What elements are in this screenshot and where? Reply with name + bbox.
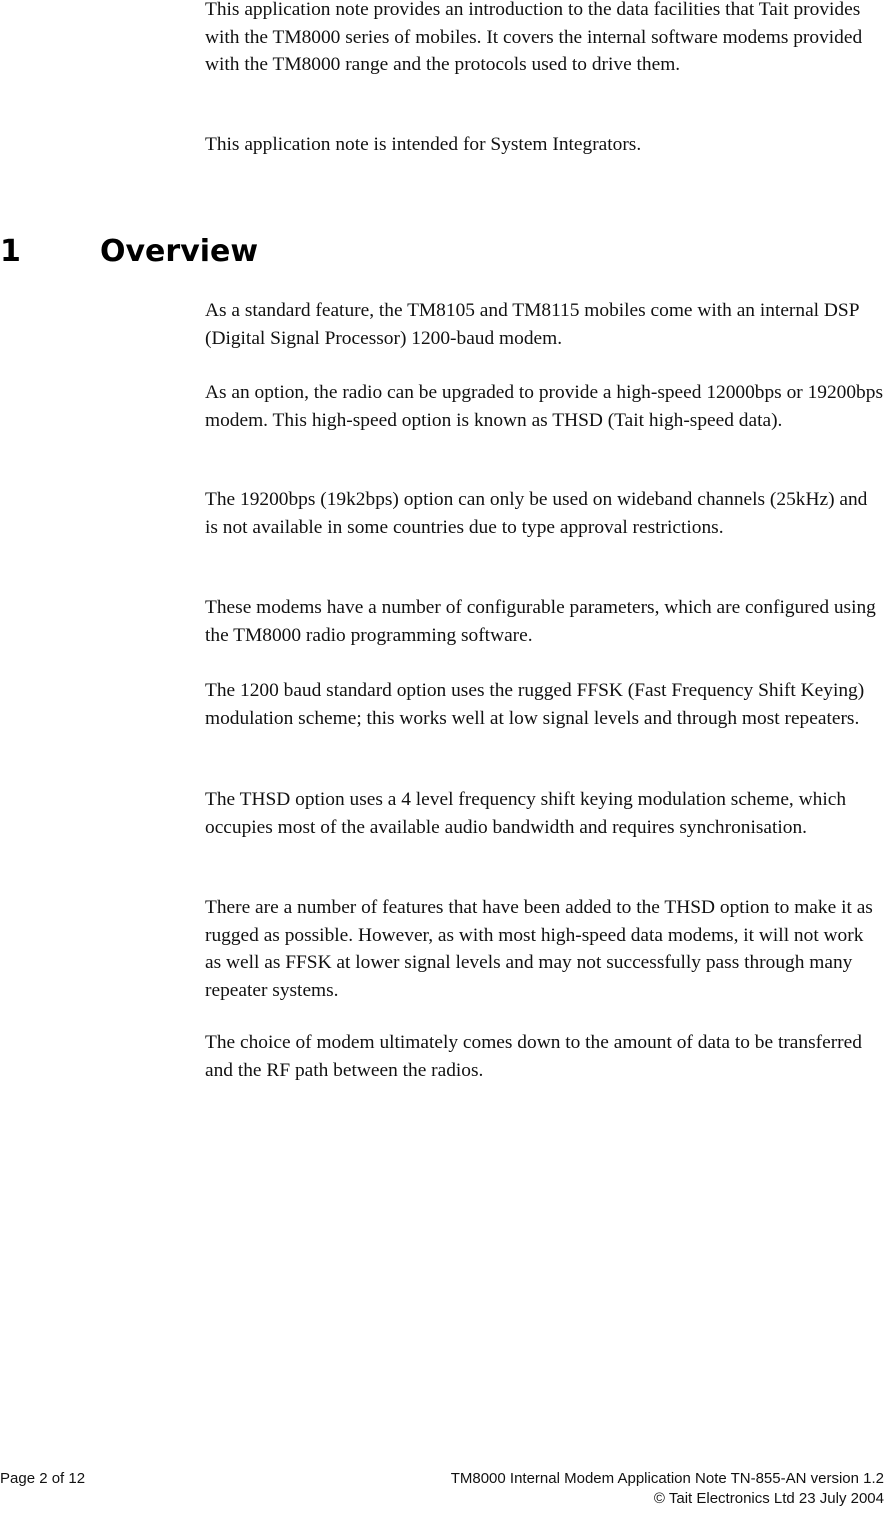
paragraph-ffsk: The 1200 baud standard option uses the rugged FFSK (Fast Frequency Shift Keying) modulation scheme; this works well at low signal levels and through most repeaters. (205, 680, 865, 729)
footer-page-number: Page 2 of 12 (0, 1470, 86, 1487)
footer-copyright: © Tait Electronics Ltd 23 July 2004 (653, 1490, 884, 1507)
section-title: Overview (100, 234, 259, 269)
section-number: 1 (0, 234, 21, 269)
footer-right (451, 1469, 884, 1509)
intro-paragraph-2: This application note is intended for System Integrators. (205, 134, 642, 155)
intro-paragraph-1: This application note provides an introduction to the data facilities that Tait provides with the TM8000 series of mobiles. It covers the internal software modems provided with the TM8000 range and the protocols used to drive them. (205, 0, 863, 75)
paragraph-choice: The choice of modem ultimately comes down to the amount of data to be transferred and the RF path between the radios. (205, 1032, 862, 1081)
paragraph-configurable: These modems have a number of configurable parameters, which are configured using the TM8000 radio programming software. (205, 597, 876, 646)
section-heading (0, 232, 884, 276)
footer-doc-title: TM8000 Internal Modem Application Note TN-855-AN version 1.2 (450, 1470, 884, 1487)
paragraph-rugged-features: There are a number of features that have been added to the THSD option to make it as rugged as possible. However, as with most high-speed data modems, it will not work as well as FFSK at lower signal levels and may not successfully pass through many repeater systems. (205, 897, 873, 1001)
paragraph-standard-modem: As a standard feature, the TM8105 and TM8115 mobiles come with an internal DSP (Digital Signal Processor) 1200-baud modem. (205, 300, 859, 349)
paragraph-thsd: The THSD option uses a 4 level frequency shift keying modulation scheme, which occupies most of the available audio bandwidth and requires synchronisation. (205, 789, 847, 838)
paragraph-high-speed-option: As an option, the radio can be upgraded to provide a high-speed 12000bps or 19200bps modem. This high-speed option is known as THSD (Tait high-speed data). (205, 382, 883, 431)
paragraph-19k2-option: The 19200bps (19k2bps) option can only be used on wideband channels (25kHz) and is not available in some countries due to type approval restrictions. (205, 489, 868, 538)
